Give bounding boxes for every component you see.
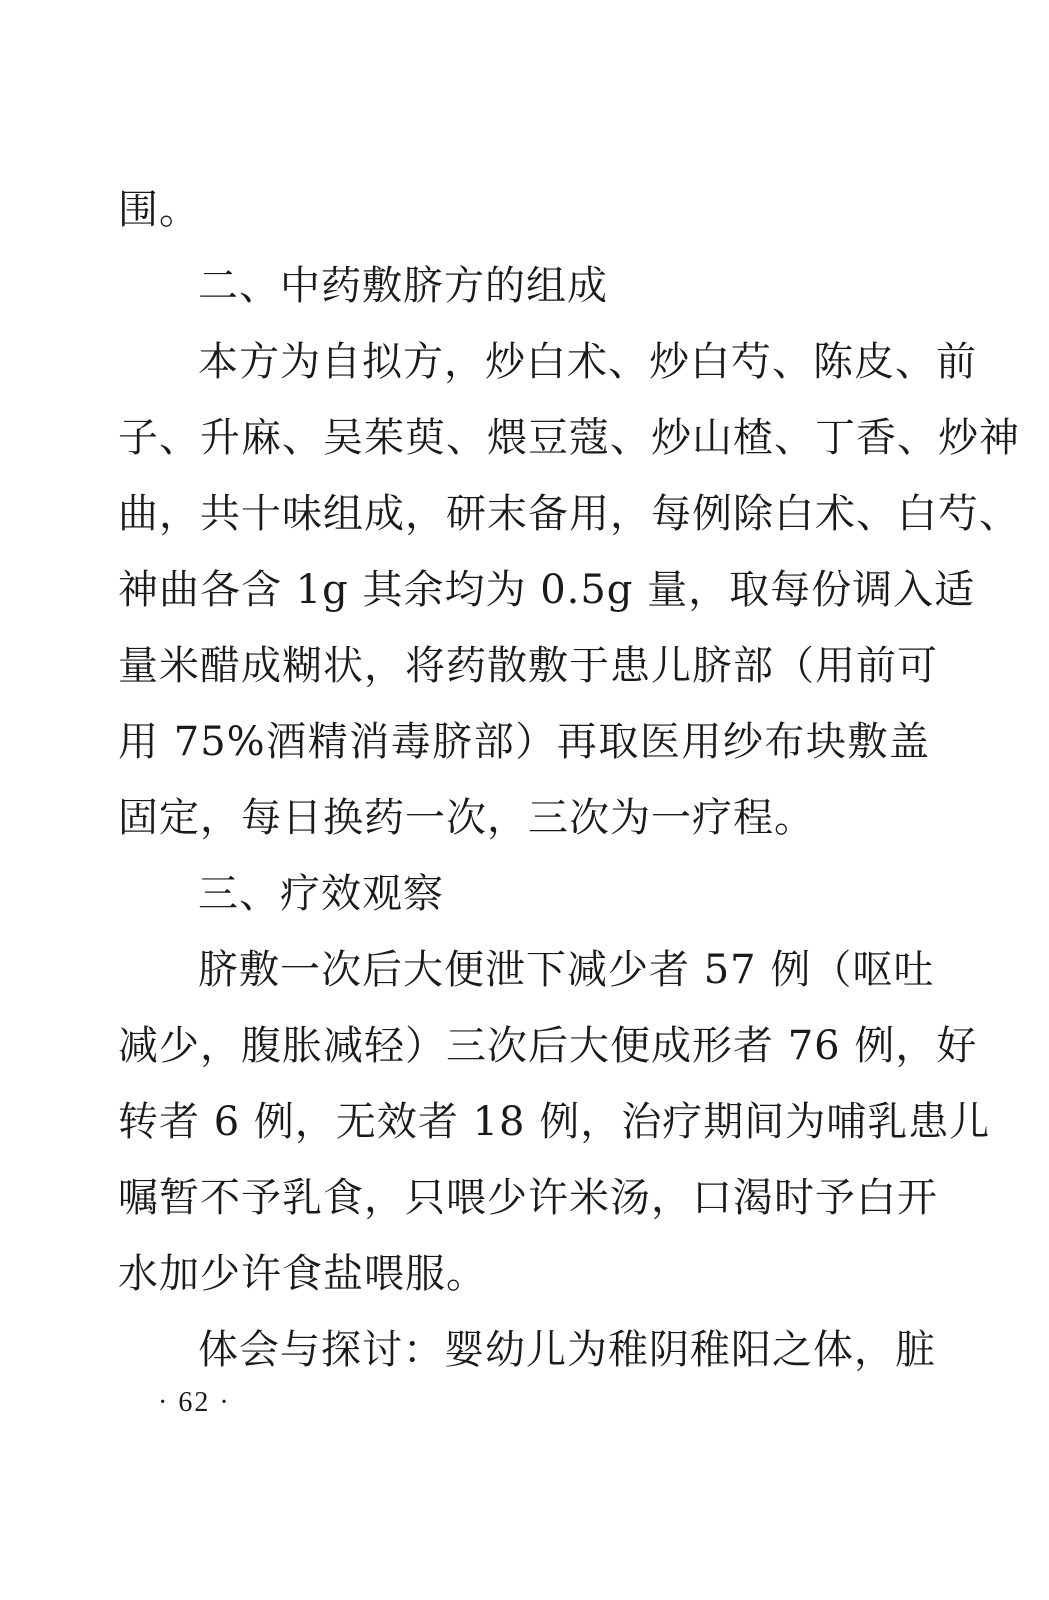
text-line-3: 本方为自拟方，炒白术、炒白芍、陈皮、前 (198, 339, 977, 385)
text-line-13: 转者 6 例，无效者 18 例，治疗期间为哺乳患儿 (118, 1099, 991, 1145)
text-line-5: 曲，共十味组成，研末备用，每例除白术、白芍、 (118, 491, 1020, 537)
text-line-16: 体会与探讨：婴幼儿为稚阴稚阳之体，脏 (198, 1327, 936, 1373)
section-heading-observation: 三、疗效观察 (198, 871, 444, 917)
text-line-6: 神曲各含 1g 其余均为 0.5g 量，取每份调入适 (118, 567, 976, 613)
text-line-9: 固定，每日换药一次，三次为一疗程。 (118, 795, 815, 841)
text-line-1: 围。 (118, 187, 200, 233)
text-line-14: 嘱暂不予乳食，只喂少许米汤，口渴时予白开 (118, 1175, 938, 1221)
page-number: · 62 · (158, 1387, 231, 1418)
text-line-7: 量米醋成糊状，将药散敷于患儿脐部（用前可 (118, 643, 938, 689)
text-line-8: 用 75%酒精消毒脐部）再取医用纱布块敷盖 (118, 719, 930, 765)
text-line-4: 子、升麻、吴茱萸、煨豆蔻、炒山楂、丁香、炒神 (118, 415, 1020, 461)
text-line-15: 水加少许食盐喂服。 (118, 1251, 487, 1297)
section-heading-composition: 二、中药敷脐方的组成 (198, 263, 608, 309)
text-line-11: 脐敷一次后大便泄下减少者 57 例（呕吐 (198, 947, 935, 993)
text-line-12: 减少，腹胀减轻）三次后大便成形者 76 例，好 (118, 1023, 978, 1069)
